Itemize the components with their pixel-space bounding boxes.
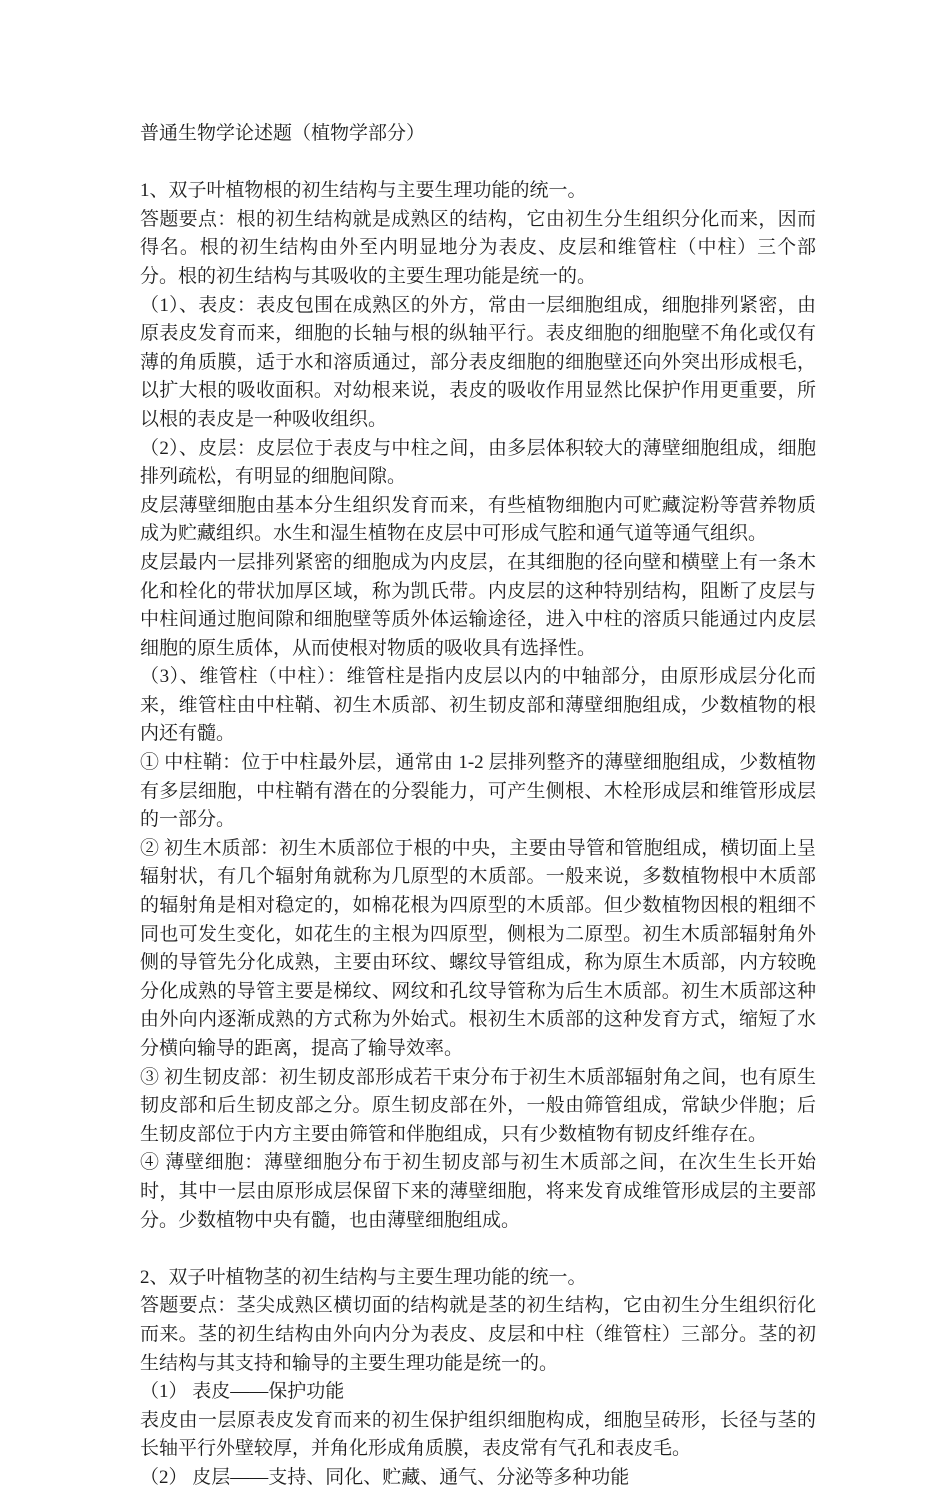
question-heading: 1、双子叶植物根的初生结构与主要生理功能的统一。 xyxy=(140,180,587,202)
blank-line xyxy=(140,1235,816,1264)
paragraph: 答题要点：茎尖成熟区横切面的结构就是茎的初生结构，它由初生分生组织衍化而来。茎的初生结构由外向内分为表皮、皮层和中柱（维管柱）三部分。茎的初生结构与其支持和输导的主要生理功能是统一的。 xyxy=(140,1295,816,1374)
paragraph: ④ 薄壁细胞：薄壁细胞分布于初生韧皮部与初生木质部之间，在次生生长开始时，其中一层由原形成层保留下来的薄壁细胞，将来发育成维管形成层的主要部分。少数植物中央有髓，也由薄壁细胞组成。 xyxy=(140,1152,816,1231)
paragraph: （1） 表皮——保护功能 xyxy=(140,1381,345,1403)
paragraph: ③ 初生韧皮部：初生韧皮部形成若干束分布于初生木质部辐射角之间，也有原生韧皮部和后生韧皮部之分。原生韧皮部在外，一般由筛管组成，常缺少伴胞；后生韧皮部位于内方主要由筛管和伴胞组成，只有少数植物有韧皮纤维存在。 xyxy=(140,1066,816,1145)
paragraph: ① 中柱鞘：位于中柱最外层，通常由 1-2 层排列整齐的薄壁细胞组成，少数植物有多层细胞，中柱鞘有潜在的分裂能力，可产生侧根、木栓形成层和维管形成层的一部分。 xyxy=(140,752,816,831)
paragraph: （1）、表皮：表皮包围在成熟区的外方，常由一层细胞组成，细胞排列紧密，由原表皮发育而来，细胞的长轴与根的纵轴平行。表皮细胞的细胞壁不角化或仅有薄的角质膜，适于水和溶质通过，部分表皮细胞的细胞壁还向外突出形成根毛，以扩大根的吸收面积。对幼根来说，表皮的吸收作用显然比保护作用更重要，所以根的表皮是一种吸收组织。 xyxy=(140,294,816,430)
paragraph: （3）、维管柱（中柱）：维管柱是指内皮层以内的中轴部分，由原形成层分化而来，维管柱由中柱鞘、初生木质部、初生韧皮部和薄壁细胞组成，少数植物的根内还有髓。 xyxy=(140,666,816,745)
paragraph: 表皮由一层原表皮发育而来的初生保护组织细胞构成，细胞呈砖形，长径与茎的长轴平行外壁较厚，并角化形成角质膜，表皮常有气孔和表皮毛。 xyxy=(140,1409,816,1460)
paragraph: 答题要点：根的初生结构就是成熟区的结构，它由初生分生组织分化而来，因而得名。根的初生结构由外至内明显地分为表皮、皮层和维管柱（中柱）三个部分。根的初生结构与其吸收的主要生理功能是统一的。 xyxy=(140,208,816,287)
paragraph: （2） 皮层——支持、同化、贮藏、通气、分泌等多种功能 xyxy=(140,1466,630,1488)
paragraph: ② 初生木质部：初生木质部位于根的中央，主要由导管和管胞组成，横切面上呈辐射状，有几个辐射角就称为几原型的木质部。一般来说，多数植物根中木质部的辐射角是相对稳定的，如棉花根为四原型的木质部。但少数植物因根的粗细不同也可发生变化，如花生的主根为四原型，侧根为二原型。初生木质部辐射角外侧的导管先分化成熟，主要由环纹、螺纹导管组成，称为原生木质部，内方较晚分化成熟的导管主要是梯纹、网纹和孔纹导管称为后生木质部。初生木质部这种由外向内逐渐成熟的方式称为外始式。根初生木质部的这种发育方式，缩短了水分横向输导的距离，提高了输导效率。 xyxy=(140,837,816,1059)
document-body xyxy=(140,120,816,1493)
question-heading: 2、双子叶植物茎的初生结构与主要生理功能的统一。 xyxy=(140,1266,587,1288)
paragraph: 皮层薄壁细胞由基本分生组织发育而来，有些植物细胞内可贮藏淀粉等营养物质成为贮藏组织。水生和湿生植物在皮层中可形成气腔和通气道等通气组织。 xyxy=(140,494,816,545)
paragraph: 皮层最内一层排列紧密的细胞成为内皮层，在其细胞的径向壁和横壁上有一条木化和栓化的带状加厚区域，称为凯氏带。内皮层的这种特别结构，阻断了皮层与中柱间通过胞间隙和细胞壁等质外体运输途径，进入中柱的溶质只能通过内皮层细胞的原生质体，从而使根对物质的吸收具有选择性。 xyxy=(140,551,816,659)
paragraph: （2）、皮层：皮层位于表皮与中柱之间，由多层体积较大的薄壁细胞组成，细胞排列疏松，有明显的细胞间隙。 xyxy=(140,437,816,488)
blank-line xyxy=(140,149,816,178)
document-title: 普通生物学论述题（植物学部分） xyxy=(140,123,426,144)
